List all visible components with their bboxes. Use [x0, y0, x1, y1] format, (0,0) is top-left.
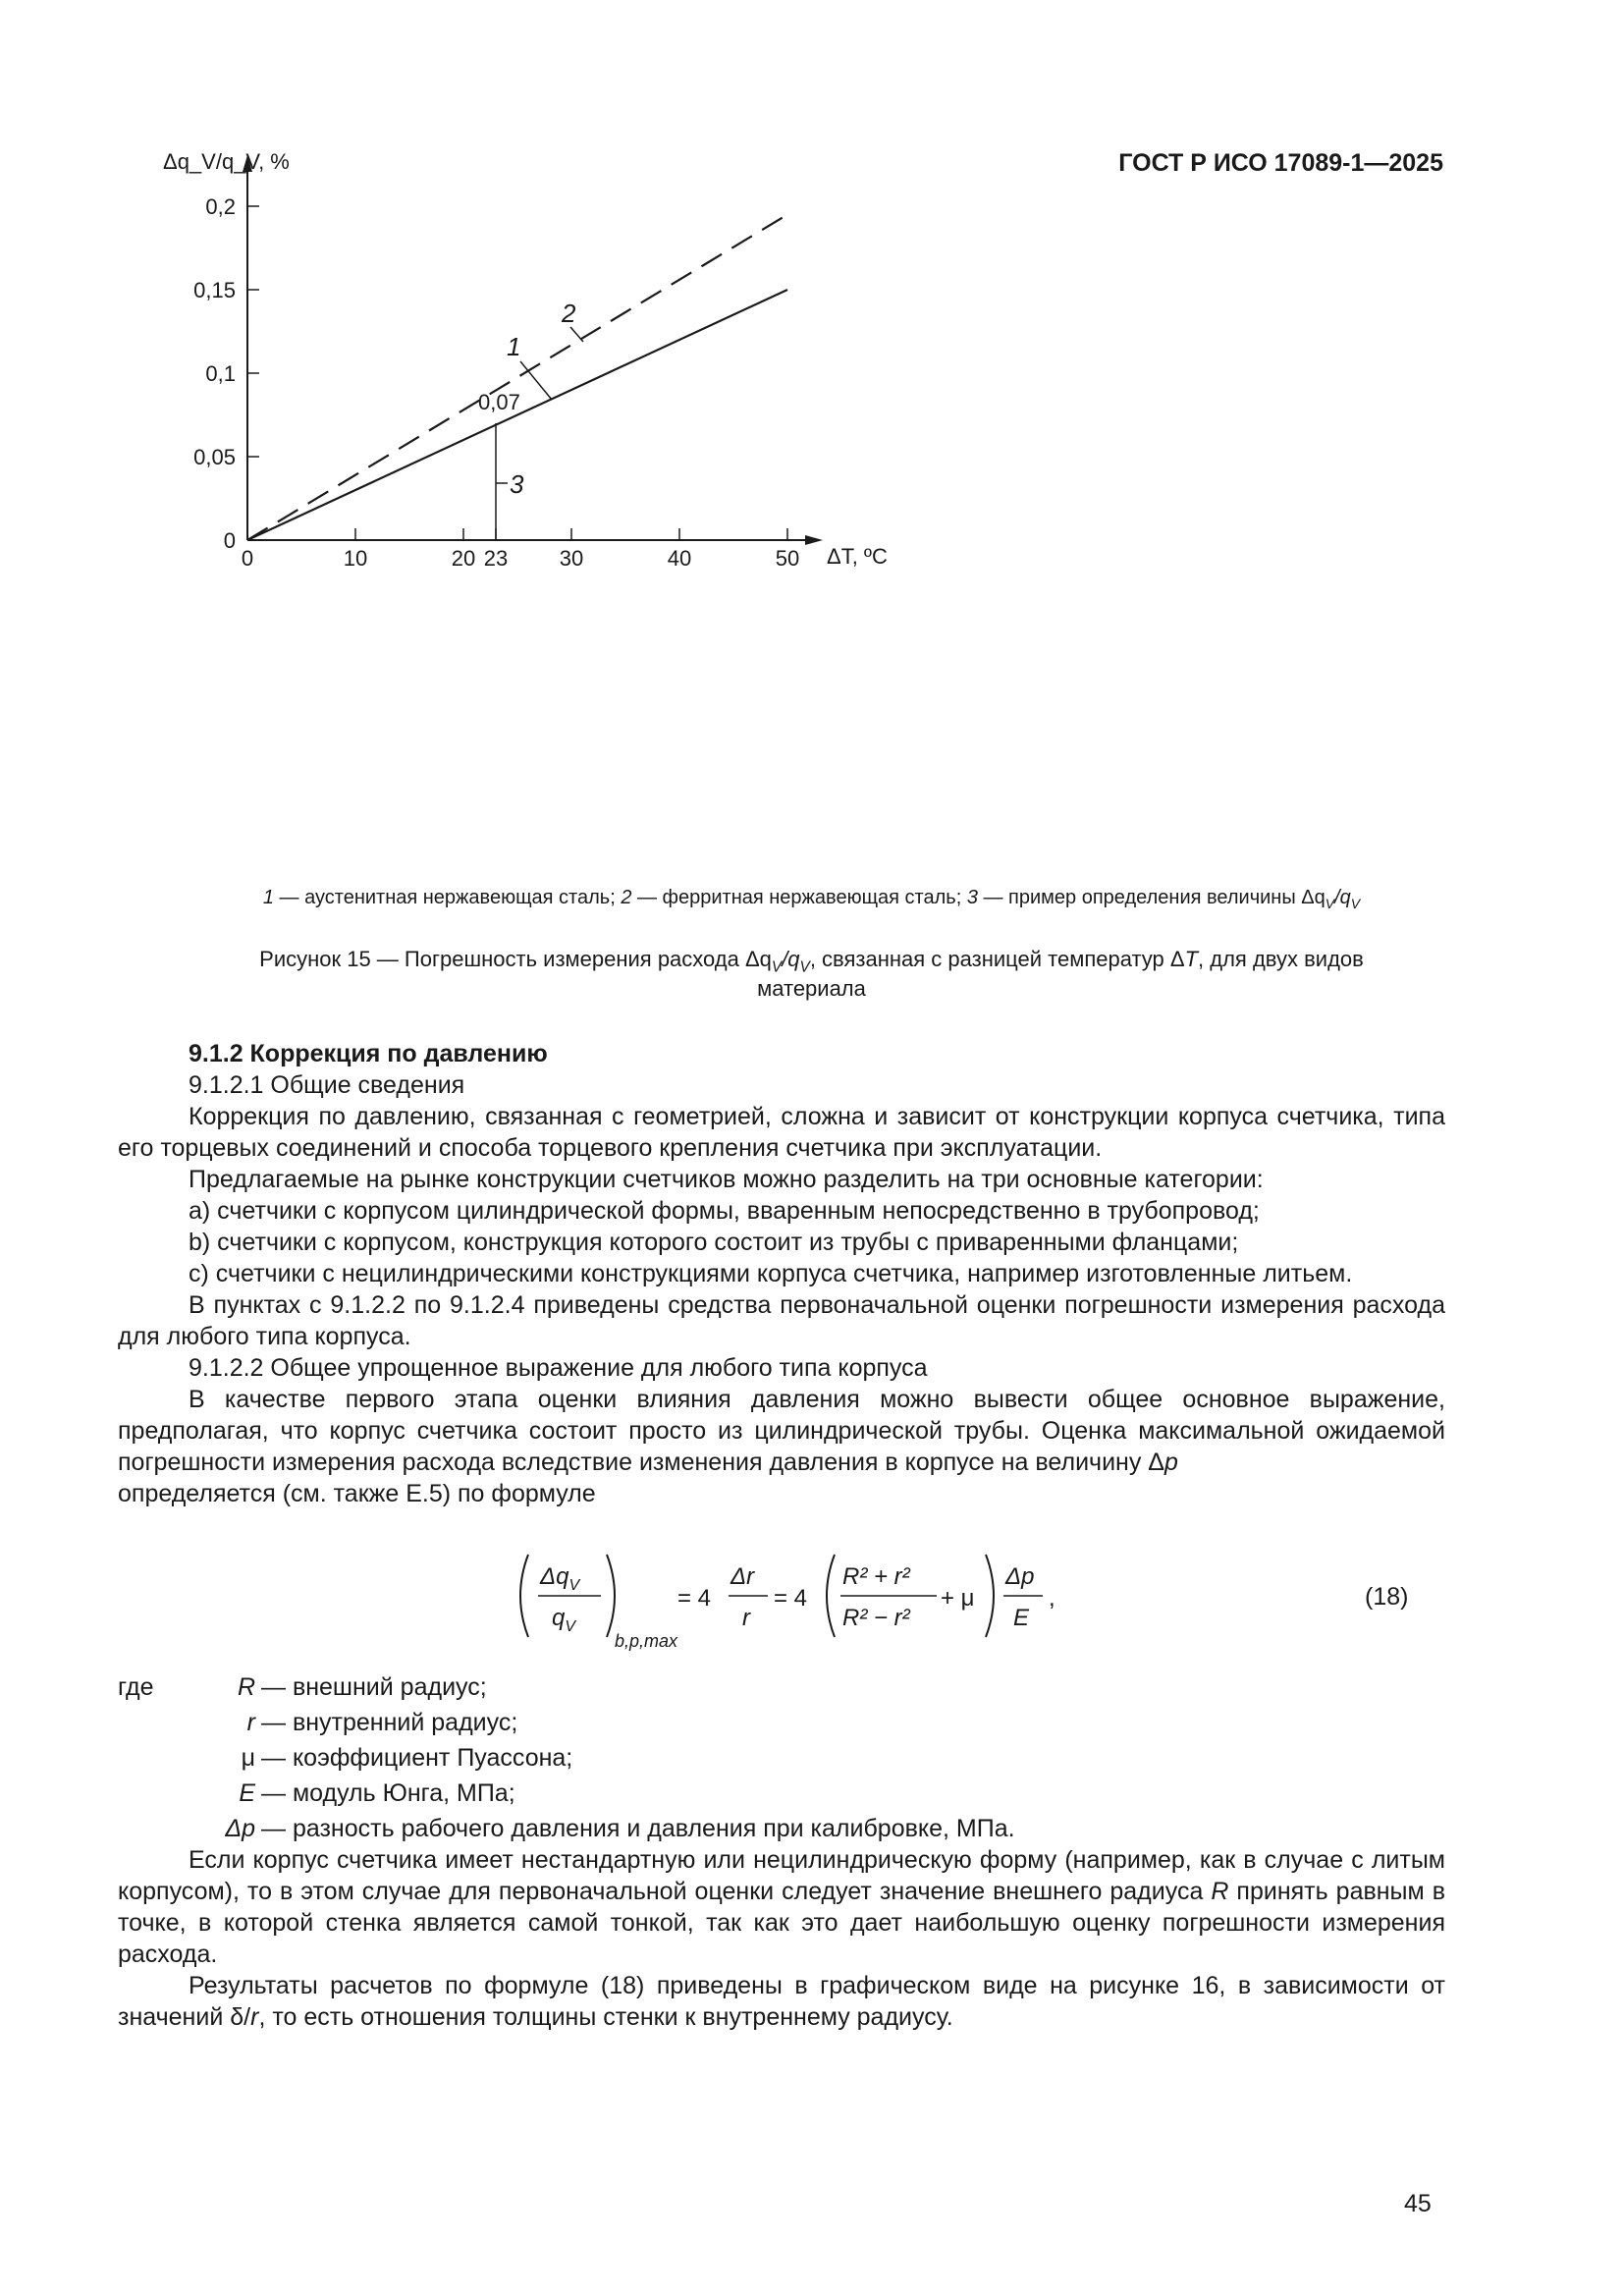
subsection-heading-1: 9.1.2.1 Общие сведения [189, 1071, 465, 1099]
caption-part-2: /q [782, 947, 800, 971]
formula-eq1: = 4 [677, 1585, 712, 1612]
legend-sub-2: V [1350, 896, 1361, 911]
series-line-1 [247, 290, 787, 540]
where-symbol: R [237, 1673, 255, 1701]
where-text: — внутренний радиус; [261, 1709, 518, 1736]
formula-denominator: R² − r² [842, 1605, 910, 1631]
legend-key-1: 1 [262, 887, 274, 908]
paragraph-4-a: В качестве первого этапа оценки влияния давления можно вывести общее основное выражение, предполагая, что корпус счетчика состоит просто из цилиндрической трубы. Оценка максимальной ожидаемой погрешности измерения расхода вследствие изменения давления в корпусе на величину Δ [118, 1386, 1445, 1476]
list-item-c: с) счетчики с нецилиндрическими конструкциями корпуса счетчика, например изготовленные литьем. [189, 1260, 1353, 1287]
series-label-3: 3 [510, 469, 524, 499]
formula-dp: Δp [1005, 1563, 1035, 1590]
paragraph-4-c: определяется (см. также Е.5) по формуле [118, 1480, 596, 1507]
where-symbol: Δp [225, 1815, 255, 1842]
svg-text:qV [552, 1605, 576, 1635]
legend-key-2: 2 [621, 887, 632, 908]
x-tick-label: 30 [559, 546, 584, 571]
body-text-tail [118, 1844, 1445, 2033]
chart-annotations [478, 299, 583, 499]
legend-text-1: — аустенитная нержавеющая сталь; [273, 887, 622, 908]
y-tick-label: 0,05 [193, 445, 236, 469]
where-text: — коэффициент Пуассона; [261, 1744, 573, 1772]
caption-sub-1: V [771, 958, 783, 976]
x-tick-label: 50 [775, 546, 800, 571]
example-value-label: 0,07 [478, 390, 520, 414]
formula-q: q [552, 1605, 566, 1631]
legend-key-3: 3 [966, 887, 978, 908]
formula-dq: Δq [540, 1563, 569, 1590]
paragraph-5-b: R [1211, 1878, 1229, 1905]
caption-line-2: материала [757, 976, 866, 1001]
legend-sub-1: V [1325, 896, 1335, 911]
caption-sub-2: V [799, 958, 810, 976]
figure-caption [137, 945, 1486, 1004]
document-header: ГОСТ Р ИСО 17089-1—2025 [1118, 149, 1443, 177]
paragraph-4-b: p [1163, 1449, 1178, 1476]
caption-part-3: , связанная с разницей температур Δ [809, 947, 1185, 971]
formula-numerator: R² + r² [842, 1563, 910, 1590]
formula-sub-v2: V [565, 1618, 576, 1635]
formula-number: (18) [1365, 1583, 1409, 1611]
formula-r: r [742, 1605, 750, 1631]
where-intro: где [118, 1673, 154, 1701]
formula-eq2: = 4 [774, 1585, 808, 1612]
formula-18 [511, 1547, 1060, 1655]
paragraph-6 [118, 1970, 1445, 2033]
paragraph-6-c: , то есть отношения толщины стенки к внутреннему радиусу. [258, 2003, 953, 2031]
paragraph-3: В пунктах с 9.1.2.2 по 9.1.2.4 приведены средства первоначальной оценки погрешности измерения расхода для любого типа корпуса. [118, 1291, 1445, 1350]
where-text: — разность рабочего давления и давления при калибровке, МПа. [261, 1815, 1015, 1842]
figure-legend [98, 887, 1525, 909]
caption-part-4: T [1184, 947, 1199, 971]
where-symbol: r [246, 1709, 255, 1736]
formula-plus-mu: + μ [941, 1585, 975, 1612]
series-label-2: 2 [562, 299, 576, 328]
legend-text-3: — пример определения величины Δq [977, 887, 1325, 908]
where-list [118, 1669, 1015, 1846]
paragraph-5-c: принять равным в точке, в которой стенка является самой тонкой, так как это дает наибольшую оценку погрешности измерения расхода. [118, 1878, 1445, 1968]
subsection-heading-2: 9.1.2.2 Общее упрощенное выражение для любого типа корпуса [189, 1354, 928, 1382]
x-axis-label: ΔT, ºC [827, 544, 888, 569]
x-tick-label: 10 [343, 546, 368, 571]
paragraph-1: Коррекция по давлению, связанная с геометрией, сложна и зависит от конструкции корпуса счетчика, типа его торцевых соединений и способа торцевого крепления счетчика при эксплуатации. [118, 1103, 1445, 1162]
legend-text-2: — ферритная нержавеющая сталь; [631, 887, 967, 908]
where-item [118, 1776, 1015, 1811]
paragraph-5 [118, 1844, 1445, 1970]
series-label-1: 1 [507, 332, 521, 361]
where-item [118, 1811, 1015, 1846]
formula-comma: , [1049, 1585, 1055, 1612]
y-tick-label: 0,1 [205, 361, 236, 386]
where-symbol: E [239, 1779, 255, 1807]
x-tick-label: 0 [241, 546, 254, 571]
paragraph-2: Предлагаемые на рынке конструкции счетчиков можно разделить на три основные категории: [189, 1166, 1264, 1193]
where-text: — модуль Юнга, МПа; [261, 1779, 515, 1807]
paragraph-5-a: Если корпус счетчика имеет нестандартную или нецилиндрическую форму (например, как в случае с литым корпусом), то в этом случае для первоначальной оценки следует значение внешнего радиуса [118, 1846, 1445, 1905]
leader-line-2 [570, 327, 583, 342]
list-item-a: а) счетчики с корпусом цилиндрической формы, вваренным непосредственно в трубопровод; [189, 1197, 1260, 1225]
list-item-b: b) счетчики с корпусом, конструкция которого состоит из трубы с приваренными фланцами; [189, 1229, 1239, 1256]
page-number: 45 [1404, 2190, 1432, 2217]
where-symbol: μ [241, 1744, 255, 1772]
x-axis-arrow [805, 535, 823, 545]
section-heading: 9.1.2 Коррекция по давлению [189, 1040, 548, 1067]
paragraph-6-b: r [250, 2003, 259, 2031]
chart-axes [163, 149, 888, 569]
caption-part-1: Рисунок 15 — Погрешность измерения расхода Δq [259, 947, 772, 971]
paragraph-6-a: Результаты расчетов по формуле (18) приведены в графическом виде на рисунке 16, в зависимости от значений δ/ [118, 1972, 1445, 2031]
formula-E: E [1013, 1605, 1030, 1631]
caption-part-5: , для двух видов [1198, 947, 1364, 971]
where-item [118, 1669, 1015, 1705]
formula-sub-v1: V [568, 1577, 580, 1594]
y-axis-label: Δq_V/q_V, % [163, 149, 290, 174]
body-text [118, 1038, 1445, 1509]
paragraph-4 [118, 1384, 1445, 1509]
svg-text:ΔqV [539, 1563, 580, 1594]
figure-15-chart [0, 0, 1623, 874]
x-tick-label: 40 [667, 546, 692, 571]
formula-subscript: b,p,max [615, 1631, 678, 1651]
where-text: — внешний радиус; [261, 1673, 487, 1701]
formula-dr: Δr [730, 1563, 755, 1590]
x-tick-label: 23 [483, 546, 509, 571]
y-tick-label: 0,2 [205, 194, 236, 219]
where-item [118, 1740, 1015, 1776]
y-tick-label: 0 [223, 528, 236, 553]
y-tick-label: 0,15 [193, 278, 236, 302]
legend-text-4: /q [1334, 887, 1351, 908]
x-tick-label: 20 [451, 546, 476, 571]
where-item [118, 1705, 1015, 1740]
